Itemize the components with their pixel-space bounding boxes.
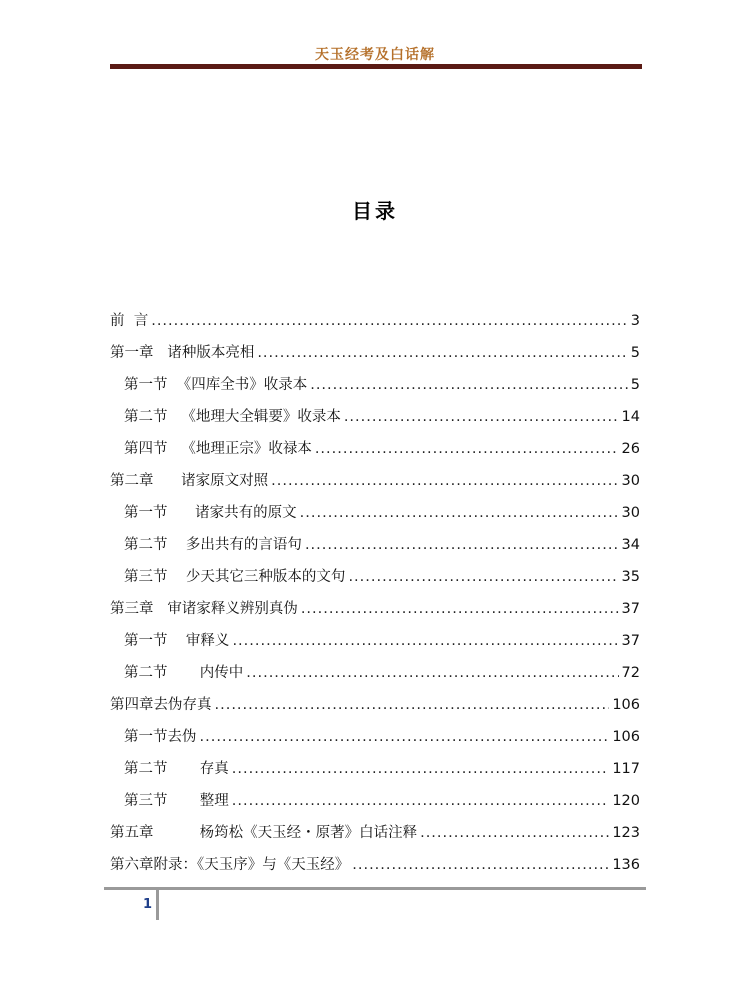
toc-entry-page: 14 (621, 409, 640, 425)
toc-entry[interactable] (110, 308, 640, 340)
toc-entry[interactable] (110, 372, 640, 404)
toc-entry[interactable] (110, 852, 640, 884)
toc-entry-page: 5 (630, 345, 640, 361)
toc-dot-leader (310, 372, 628, 398)
toc-entry-label: 第六章附录：《天玉序》与《天玉经》 (110, 857, 350, 873)
toc-dot-leader (200, 724, 610, 750)
toc-dot-leader (315, 436, 619, 462)
toc-dot-leader (300, 500, 619, 526)
toc-entry[interactable] (110, 820, 640, 852)
toc-entry[interactable] (110, 500, 640, 532)
toc-entry[interactable] (110, 628, 640, 660)
toc-heading: 目录 (352, 199, 398, 223)
footer-rule (104, 887, 646, 890)
toc-entry-page: 3 (630, 313, 640, 329)
toc-dot-leader (151, 308, 628, 334)
toc-dot-leader (215, 692, 610, 718)
toc-entry-page: 120 (612, 793, 640, 809)
toc-entry-page: 72 (621, 665, 640, 681)
table-of-contents (110, 308, 640, 884)
toc-entry[interactable] (110, 788, 640, 820)
toc-entry-page: 34 (621, 537, 640, 553)
toc-entry-page: 117 (612, 761, 640, 777)
toc-entry-page: 136 (612, 857, 640, 873)
toc-dot-leader (352, 852, 609, 878)
toc-entry[interactable] (110, 660, 640, 692)
toc-entry[interactable] (110, 564, 640, 596)
toc-entry-label: 前 言 (110, 313, 149, 329)
toc-entry[interactable] (110, 340, 640, 372)
toc-entry-label: 第二节 多出共有的言语句 (124, 537, 302, 553)
toc-entry-page: 37 (621, 601, 640, 617)
toc-entry-label: 第三节 少天其它三种版本的文句 (124, 569, 346, 585)
toc-entry[interactable] (110, 756, 640, 788)
toc-dot-leader (344, 404, 619, 430)
toc-entry-label: 第三节 整理 (124, 793, 229, 809)
toc-entry-label: 第五章 杨筠松《天玉经・原著》白话注释 (110, 825, 418, 841)
running-header-title: 天玉经考及白话解 (315, 47, 435, 63)
toc-entry-label: 第二节 内传中 (124, 665, 244, 681)
header-rule (110, 64, 642, 69)
toc-entry-page: 35 (621, 569, 640, 585)
toc-dot-leader (232, 788, 610, 814)
toc-dot-leader (232, 756, 610, 782)
toc-entry[interactable] (110, 468, 640, 500)
toc-entry[interactable] (110, 724, 640, 756)
toc-entry-label: 第四节 《地理正宗》收禄本 (124, 441, 312, 457)
footer-divider (156, 890, 159, 920)
toc-entry-page: 5 (630, 377, 640, 393)
toc-entry-label: 第四章去伪存真 (110, 697, 212, 713)
toc-dot-leader (301, 596, 619, 622)
toc-entry-label: 第二节 《地理大全辑要》收录本 (124, 409, 341, 425)
toc-entry[interactable] (110, 532, 640, 564)
toc-dot-leader (420, 820, 609, 846)
toc-entry-page: 123 (612, 825, 640, 841)
toc-entry-page: 30 (621, 473, 640, 489)
toc-dot-leader (271, 468, 618, 494)
page-number: 1 (142, 897, 152, 912)
toc-entry[interactable] (110, 404, 640, 436)
toc-dot-leader (246, 660, 618, 686)
toc-entry-label: 第三章 审诸家释义辨别真伪 (110, 601, 298, 617)
toc-entry[interactable] (110, 596, 640, 628)
toc-dot-leader (257, 340, 627, 366)
toc-entry[interactable] (110, 692, 640, 724)
toc-dot-leader (305, 532, 619, 558)
toc-entry-label: 第二节 存真 (124, 761, 229, 777)
toc-entry-label: 第二章 诸家原文对照 (110, 473, 269, 489)
toc-entry-page: 106 (612, 697, 640, 713)
toc-entry-page: 37 (621, 633, 640, 649)
toc-dot-leader (348, 564, 618, 590)
toc-entry-page: 30 (621, 505, 640, 521)
toc-entry-page: 106 (612, 729, 640, 745)
toc-entry-page: 26 (621, 441, 640, 457)
toc-entry[interactable] (110, 436, 640, 468)
toc-entry-label: 第一节 审释义 (124, 633, 230, 649)
toc-entry-label: 第一节去伪 (124, 729, 197, 745)
toc-entry-label: 第一章 诸种版本亮相 (110, 345, 255, 361)
toc-dot-leader (232, 628, 618, 654)
toc-entry-label: 第一节 诸家共有的原文 (124, 505, 297, 521)
toc-entry-label: 第一节 《四库全书》收录本 (124, 377, 308, 393)
